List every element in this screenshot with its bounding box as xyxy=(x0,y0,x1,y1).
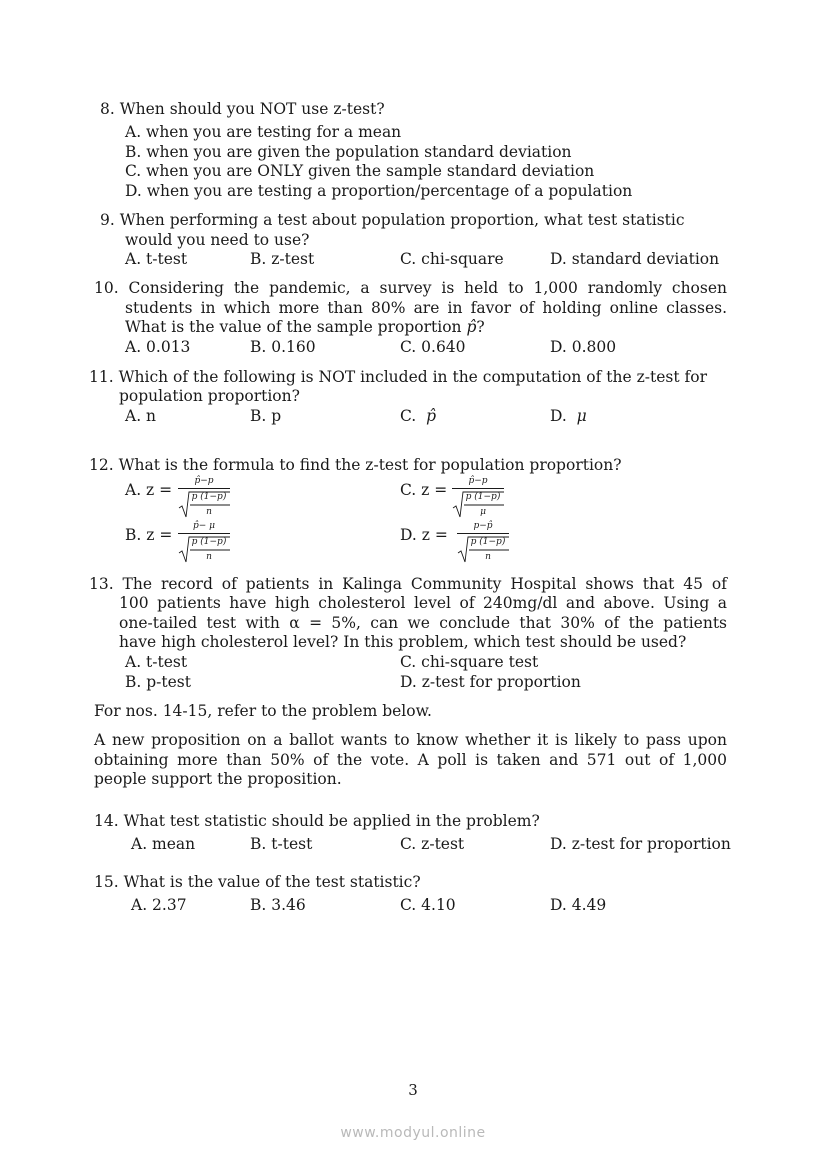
formula-b-denominator xyxy=(178,535,230,561)
q12-option-c-label: C. z = xyxy=(400,481,448,499)
q13-option-a: A. t-test xyxy=(125,653,188,671)
q14-option-a: A. mean xyxy=(131,835,196,853)
question-13-line2: 100 patients have high cholesterol level of 240mg/dl and above. Using a xyxy=(119,594,727,612)
formula-d-denominator xyxy=(457,535,509,561)
q11-option-b: B. p xyxy=(250,407,282,425)
question-10-line1: 10. Considering the pandemic, a survey is held to 1,000 randomly chosen xyxy=(94,279,727,297)
q12-option-d-label: D. z = xyxy=(400,526,448,544)
q8-option-d: D. when you are testing a proportion/percentage of a population xyxy=(125,182,633,200)
q8-option-b: B. when you are given the population standard deviation xyxy=(125,143,572,161)
question-11-line2: population proportion? xyxy=(119,387,300,405)
q15-option-a: A. 2.37 xyxy=(131,896,187,914)
formula-c-denominator xyxy=(452,490,504,516)
fraction-bar xyxy=(452,488,504,489)
q10-option-c: C. 0.640 xyxy=(400,338,466,356)
formula-b-numerator: p̂− μ xyxy=(192,521,215,531)
formula-a-numerator: p̂−p xyxy=(194,476,214,486)
formula-a-n: n xyxy=(206,507,212,517)
q10-line3-text: What is the value of the sample proportion xyxy=(125,318,462,336)
formula-c-numerator: p̂−p xyxy=(468,476,488,486)
fraction-bar xyxy=(457,533,509,534)
question-15: 15. What is the value of the test statistic? xyxy=(94,873,421,891)
question-10-line3 xyxy=(125,318,485,338)
q8-option-a: A. when you are testing for a mean xyxy=(125,123,402,141)
formula-d xyxy=(457,521,509,563)
formula-b xyxy=(178,521,230,563)
question-13-line1: 13. The record of patients in Kalinga Community Hospital shows that 45 of xyxy=(89,575,727,593)
q10-option-d: D. 0.800 xyxy=(550,338,617,356)
q15-option-d: D. 4.49 xyxy=(550,896,607,914)
formula-c-mu: μ xyxy=(480,507,486,517)
question-8: 8. When should you NOT use z-test? xyxy=(100,100,385,118)
q13-option-b: B. p-test xyxy=(125,673,191,691)
formula-a-denominator xyxy=(178,490,230,516)
q9-option-d: D. standard deviation xyxy=(550,250,720,268)
q11-mu-symbol: μ xyxy=(576,407,587,425)
question-9-line2: would you need to use? xyxy=(125,231,310,249)
problem-line3: people support the proposition. xyxy=(94,770,342,788)
fraction-bar xyxy=(178,488,230,489)
formula-c xyxy=(452,476,504,518)
q10-option-a: A. 0.013 xyxy=(125,338,191,356)
instruction-text: For nos. 14-15, refer to the problem below. xyxy=(94,702,432,720)
q15-option-b: B. 3.46 xyxy=(250,896,306,914)
q11-option-c-label: C. xyxy=(400,407,417,425)
q15-option-c: C. 4.10 xyxy=(400,896,456,914)
question-11-line1: 11. Which of the following is NOT included in the computation of the z-test for xyxy=(89,368,707,386)
q13-option-c: C. chi-square test xyxy=(400,653,539,671)
question-13-line4: have high cholesterol level? In this problem, which test should be used? xyxy=(119,633,687,651)
formula-b-radicand: p (1−p) xyxy=(191,537,227,547)
question-13-line3: one-tailed test with α = 5%, can we conclude that 30% of the patients xyxy=(119,614,727,632)
page-number: 3 xyxy=(408,1081,418,1099)
q13-option-d: D. z-test for proportion xyxy=(400,673,581,691)
q9-option-a: A. t-test xyxy=(125,250,188,268)
q11-option-c xyxy=(400,407,436,427)
q14-option-d: D. z-test for proportion xyxy=(550,835,731,853)
q11-option-d-label: D. xyxy=(550,407,567,425)
formula-d-radicand: p (1−p) xyxy=(470,537,506,547)
q14-option-c: C. z-test xyxy=(400,835,465,853)
q12-option-a-label: A. z = xyxy=(125,481,173,499)
formula-c-radicand: p (1−p) xyxy=(465,492,501,502)
q11-option-a: A. n xyxy=(125,407,157,425)
q9-option-b: B. z-test xyxy=(250,250,315,268)
problem-line1: A new proposition on a ballot wants to know whether it is likely to pass upon xyxy=(94,731,727,749)
formula-d-numerator: p−p̂ xyxy=(473,521,493,531)
q11-option-d xyxy=(550,407,587,427)
q12-option-b-label: B. z = xyxy=(125,526,173,544)
q8-option-c: C. when you are ONLY given the sample standard deviation xyxy=(125,162,595,180)
question-10-line2: students in which more than 80% are in favor of holding online classes. xyxy=(125,299,727,317)
q10-question-mark: ? xyxy=(476,318,485,336)
p-hat-symbol: p̂ xyxy=(466,318,477,336)
q10-option-b: B. 0.160 xyxy=(250,338,316,356)
problem-line2: obtaining more than 50% of the vote. A poll is taken and 571 out of 1,000 xyxy=(94,751,727,769)
question-12: 12. What is the formula to find the z-test for population proportion? xyxy=(89,456,622,474)
watermark: www.modyul.online xyxy=(340,1125,486,1141)
fraction-bar xyxy=(178,533,230,534)
formula-a xyxy=(178,476,230,518)
q14-option-b: B. t-test xyxy=(250,835,313,853)
q9-option-c: C. chi-square xyxy=(400,250,504,268)
question-14: 14. What test statistic should be applied in the problem? xyxy=(94,812,540,830)
q11-p-hat-symbol: p̂ xyxy=(426,407,437,425)
question-9-line1: 9. When performing a test about population proportion, what test statistic xyxy=(100,211,685,229)
formula-d-n: n xyxy=(485,552,491,562)
formula-a-radicand: p (1−p) xyxy=(191,492,227,502)
formula-b-n: n xyxy=(206,552,212,562)
